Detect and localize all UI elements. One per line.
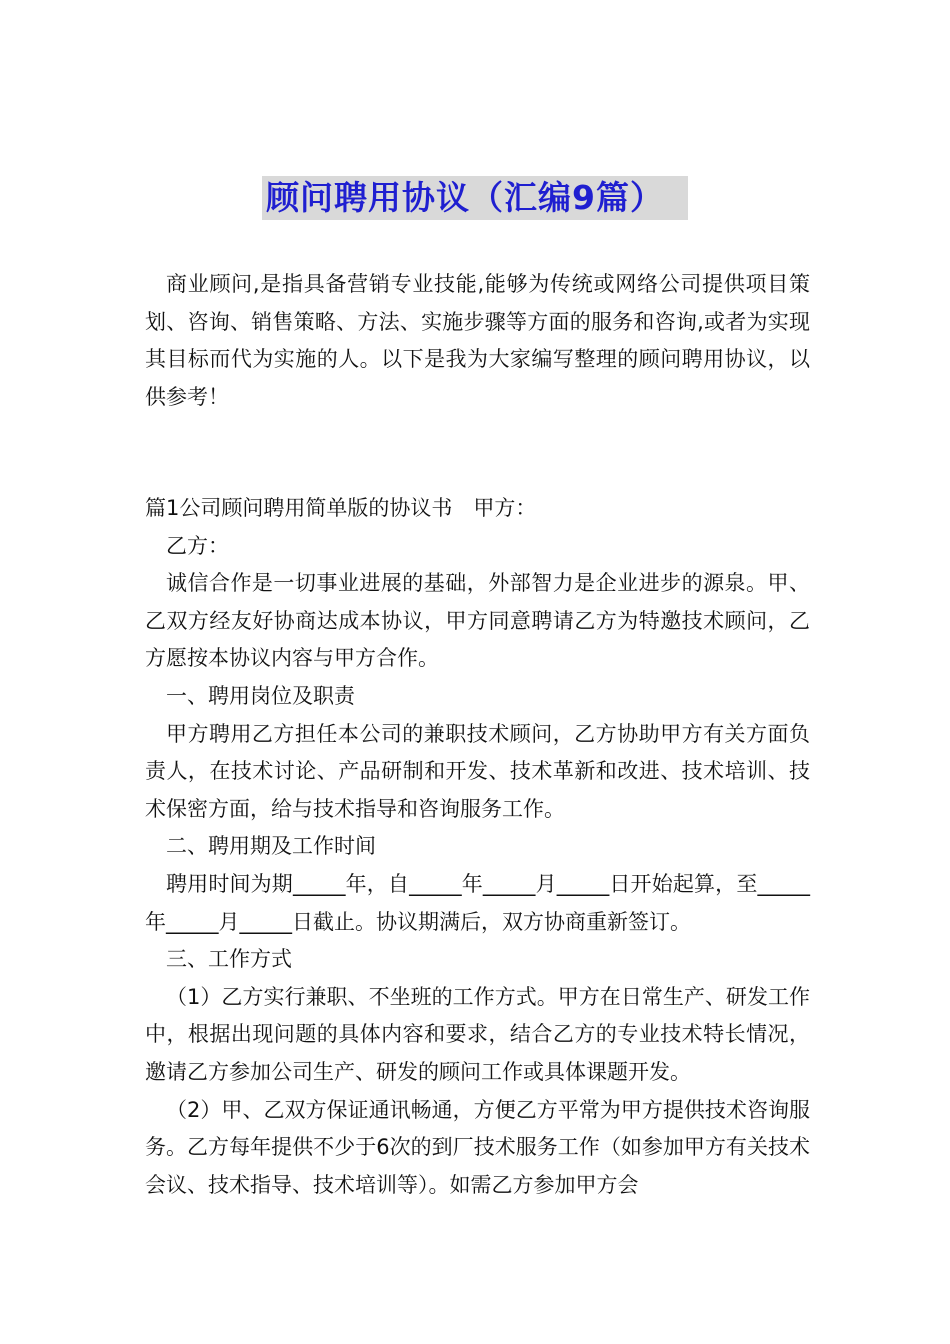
section-heading-part1: 篇1公司顾问聘用简单版的协议书 甲方：: [145, 496, 537, 520]
document-title: 顾问聘用协议（汇编9篇）: [262, 176, 688, 220]
clause-heading-2: 二、聘用期及工作时间: [166, 834, 376, 859]
clause-heading-3: 三、工作方式: [166, 947, 292, 972]
agreement-body: [145, 490, 810, 1204]
party-b-line: 乙方：: [166, 533, 229, 558]
intro-paragraph: 商业顾问,是指具备营销专业技能,能够为传统或网络公司提供项目策划、咨询、销售策略、方法、实施步骤等方面的服务和咨询,或者为实现其目标而代为实施的人。以下是我为大家编写整理的顾问聘用协议，以供参考！: [145, 272, 810, 409]
clause-3-item-2: （2）甲、乙双方保证通讯畅通，方便乙方平常为甲方提供技术咨询服务。乙方每年提供不少于6次的到厂技术服务工作（如参加甲方有关技术会议、技术指导、技术培训等）。如需乙方参加甲方会: [145, 1097, 810, 1197]
clause-2-paragraph: 聘用时间为期_____年，自_____年_____月_____日开始起算，至_____年_____月_____日截止。协议期满后，双方协商重新签订。: [145, 871, 810, 934]
preamble-paragraph: 诚信合作是一切事业进展的基础，外部智力是企业进步的源泉。甲、乙双方经友好协商达成本协议，甲方同意聘请乙方为特邀技术顾问，乙方愿按本协议内容与甲方合作。: [145, 571, 810, 671]
clause-heading-1: 一、聘用岗位及职责: [166, 683, 355, 708]
title-container: [0, 176, 950, 220]
clause-3-item-1: （1）乙方实行兼职、不坐班的工作方式。甲方在日常生产、研发工作中，根据出现问题的具体内容和要求，结合乙方的专业技术特长情况，邀请乙方参加公司生产、研发的顾问工作或具体课题开发。: [145, 984, 810, 1084]
clause-1-paragraph: 甲方聘用乙方担任本公司的兼职技术顾问，乙方协助甲方有关方面负责人，在技术讨论、产品研制和开发、技术革新和改进、技术培训、技术保密方面，给与技术指导和咨询服务工作。: [145, 721, 810, 821]
